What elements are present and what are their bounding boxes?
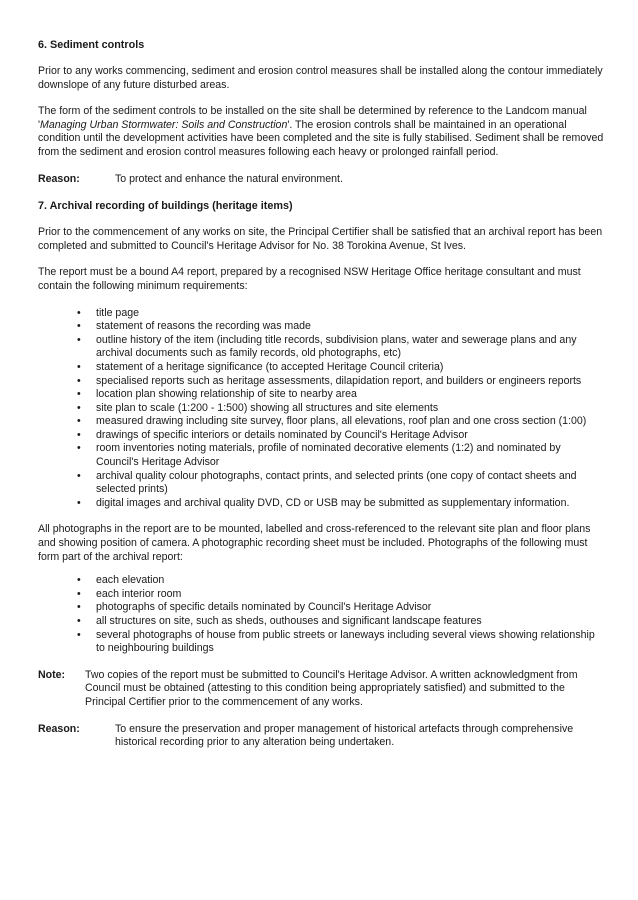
note-label: Note: [38,668,66,681]
photographs-list [38,574,604,656]
list-item: • location plan showing relationship of site to nearby area [38,388,604,402]
list-item: • site plan to scale (1:200 - 1:500) showing all structures and site elements [38,402,604,416]
para2-text-start: The form of the sediment controls to be installed on the site shall be determined by reference to the Landcom manual ' [38,105,587,131]
list-item: • title page [38,307,604,321]
list-item: • photographs of specific details nominated by Council's Heritage Advisor [38,601,604,615]
list-item: • several photographs of house from public streets or laneways including several views showing relationship to neighbouring buildings [38,629,604,656]
list-item: • each interior room [38,588,604,602]
reason-text: To protect and enhance the natural environment. [115,172,343,185]
list-item: • all structures on site, such as sheds, outhouses and significant landscape features [38,615,604,629]
section-7-paragraph-1: Prior to the commencement of any works on site, the Principal Certifier shall be satisfied that an archival report has been completed and submitted to Council's Heritage Advisor for No. 38 Torokina Avenue, St Ives. [38,226,603,252]
section-7-heading: 7. Archival recording of buildings (heritage items) [38,200,293,213]
list-item: • drawings of specific interiors or details nominated by Council's Heritage Advisor [38,429,604,443]
section-7-paragraph-3: All photographs in the report are to be mounted, labelled and cross-referenced to the relevant site plan and floor plans and showing position of camera. A photographic recording sheet must be included. Photographs of the following must form part of the archival report: [38,523,591,563]
list-item: • measured drawing including site survey, floor plans, all elevations, roof plan and one cross section (1:00) [38,415,604,429]
section-7-paragraph-2: The report must be a bound A4 report, prepared by a recognised NSW Heritage Office heritage consultant and must contain the following minimum requirements: [38,266,581,292]
section-6-reason [38,173,604,187]
para2-text-end: '. The erosion controls shall be maintained in an operational condition until the development activities have been completed and the site is fully stabilised. Sediment shall be removed from the sediment and erosion control measures following each heavy or prolonged rainfall period. [38,118,604,158]
list-item: • statement of reasons the recording was made [38,320,604,334]
list-item: • outline history of the item (including title records, subdivision plans, water and sewerage plans and any archival documents such as family records, old photographs, etc) [38,334,604,361]
list-item: • each elevation [38,574,604,588]
section-6-paragraph-2 [38,105,604,159]
section-6-heading: 6. Sediment controls [38,39,145,51]
reason-label: Reason: [38,172,80,185]
section-7-note [38,669,604,710]
list-item: • room inventories noting materials, profile of nominated decorative elements (1:2) and nominated by Council's Heritage Advisor [38,442,604,469]
list-item: • digital images and archival quality DVD, CD or USB may be submitted as supplementary information. [38,497,604,511]
note-text: Two copies of the report must be submitted to Council's Heritage Advisor. A written acknowledgment from Council must be obtained (attesting to this condition being appropriately satisfied) and submitted to the Principal Certifier prior to the commencement of any works. [85,668,578,708]
document-page [38,38,604,750]
list-item: • archival quality colour photographs, contact prints, and selected prints (one copy of contact sheets and selected prints) [38,470,604,497]
section-7-reason [38,723,604,750]
reason-label: Reason: [38,722,80,735]
reason-text: To ensure the preservation and proper management of historical artefacts through comprehensive historical recording prior to any alteration being undertaken. [115,722,574,749]
section-6-paragraph-1: Prior to any works commencing, sediment and erosion control measures shall be installed along the contour immediately downslope of any future disturbed areas. [38,65,603,91]
requirements-list [38,307,604,511]
list-item: • specialised reports such as heritage assessments, dilapidation report, and builders or engineers reports [38,375,604,389]
manual-title: Managing Urban Stormwater: Soils and Construction [40,118,288,131]
list-item: • statement of a heritage significance (to accepted Heritage Council criteria) [38,361,604,375]
